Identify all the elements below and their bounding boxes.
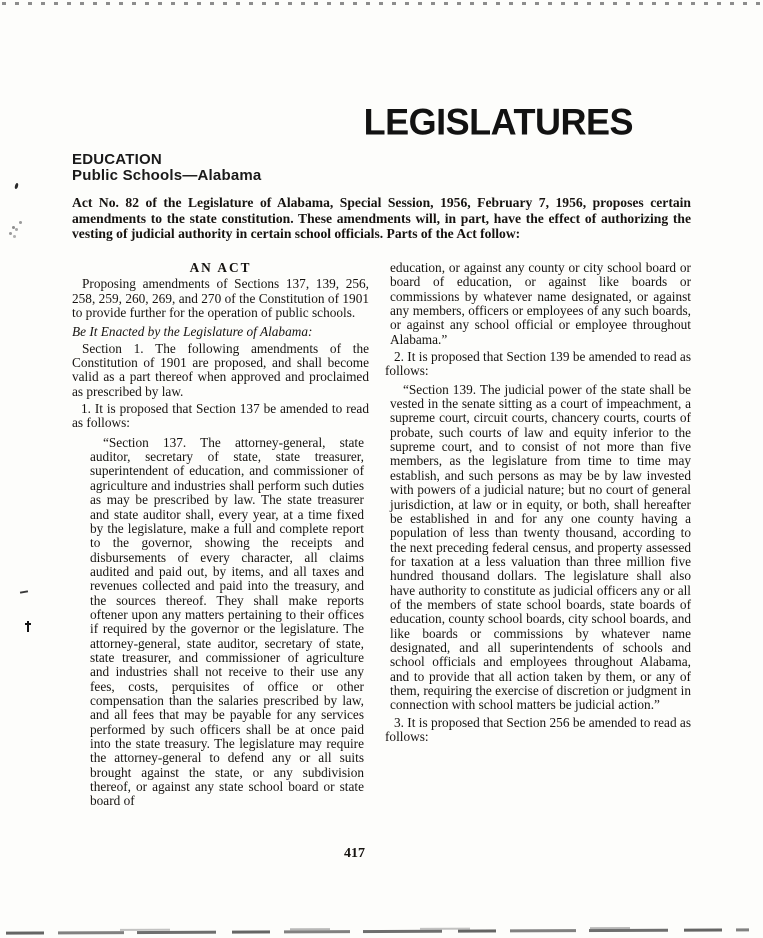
page-title: LEGISLATURES (363, 100, 633, 143)
section-heading: EDUCATION (72, 151, 162, 168)
section-1-paragraph: Section 1. The following amendments of the Constitution of 1901 are proposed, and shall become valid as a part thereof when approved and proclaimed as prescribed by law. (72, 340, 369, 399)
subsection-heading: Public Schools—Alabama (72, 167, 262, 184)
right-column (385, 261, 691, 809)
section-137-quote: “Section 137. The attorney-general, state auditor, secretary of state, state treasurer, superintendent of education, and commissioner of agriculture and industries shall perform such duties as may be prescribed by law. The state treasurer and state auditor shall, every year, at a time fixed by the legislature, make a full and complete report to the governor, showing the receipts and disbursements of every character, all claims audited and paid out, by items, and all taxes and revenues collected and paid into the treasury, and the sources thereof. They shall make reports oftener upon any matters pertaining to their offices if required by the governor or the legislature. The attorney-general, state auditor, secretary of state, state treasurer, and commissioner of agriculture and industries shall not receive to their use any fees, costs, perquisites of office or other compensation than the salaries prescribed by law, and all fees that may be payable for any services performed by such officers shall be at once paid into the state treasury. The legislature may require the attorney-general to defend any or all suits brought against the state, or any subdivision thereof, or against any state school board or state board of (90, 434, 364, 809)
section-137-continuation: education, or against any county or city school board or board of education, or against like boards or commissions by whatever name designated, or against any members, officers or employees of any such boards, or against any school official or employee throughout Alabama.” (390, 260, 691, 347)
page-number: 417 (344, 846, 365, 861)
scan-ink-mark-4 (27, 621, 29, 632)
intro-paragraph: Act No. 82 of the Legislature of Alabama, Special Session, 1956, February 7, 1956, proposes certain amendments to the state constitution. These amendments will, in part, have the effect of authorizing the vesting of judicial authority in certain school officials. Parts of the Act follow: (72, 195, 691, 242)
proposal-item-2: 2. It is proposed that Section 139 be amended to read as follows: (385, 349, 691, 379)
article-header (72, 152, 261, 184)
section-139-quote: “Section 139. The judicial power of the state shall be vested in the senate sitting as a court of impeachment, a supreme court, circuit courts, chancery courts, courts of probate, such courts of law and equity inferior to the supreme court, and to consist of not more than five members, as the legislature from time to time may establish, and such persons as may be by law invested with powers of a judicial nature; but no court of general jurisdiction, at law or in equity, or both, shall hereafter be established in and for any one county having a population of less than twenty thousand, according to the next preceding federal census, and property assessed for taxation at a less valuation than three million five hundred thousand dollars. The legislature shall also have authority to constitute as judicial officers any or all of the members of state school boards, state boards of education, county school boards, city school boards, and like boards or commissions by whatever name designated, and all superintendents of schools and school officials and employees throughout Alabama, and to provide that all action taken by them, or any of them, requiring the exercise of discretion or judgment in connection with school matters be judicial action.” (390, 381, 691, 713)
enacting-clause: Be It Enacted by the Legislature of Alabama: (72, 324, 313, 340)
proposal-item-3: 3. It is proposed that Section 256 be amended to read as follows: (385, 714, 691, 744)
scan-ink-mark-2 (12, 226, 15, 229)
article-body (72, 261, 691, 809)
page-top-perforation (2, 2, 761, 5)
scan-ink-mark-3 (20, 590, 28, 593)
act-heading: AN ACT (189, 260, 252, 275)
scan-ink-mark-1 (14, 183, 19, 190)
left-column (72, 261, 369, 809)
proposal-item-1: 1. It is proposed that Section 137 be amended to read as follows: (72, 401, 369, 431)
act-preamble: Proposing amendments of Sections 137, 139, 256, 258, 259, 260, 269, and 270 of the Constitution of 1901 to provide further for the operation of public schools. (72, 276, 369, 321)
